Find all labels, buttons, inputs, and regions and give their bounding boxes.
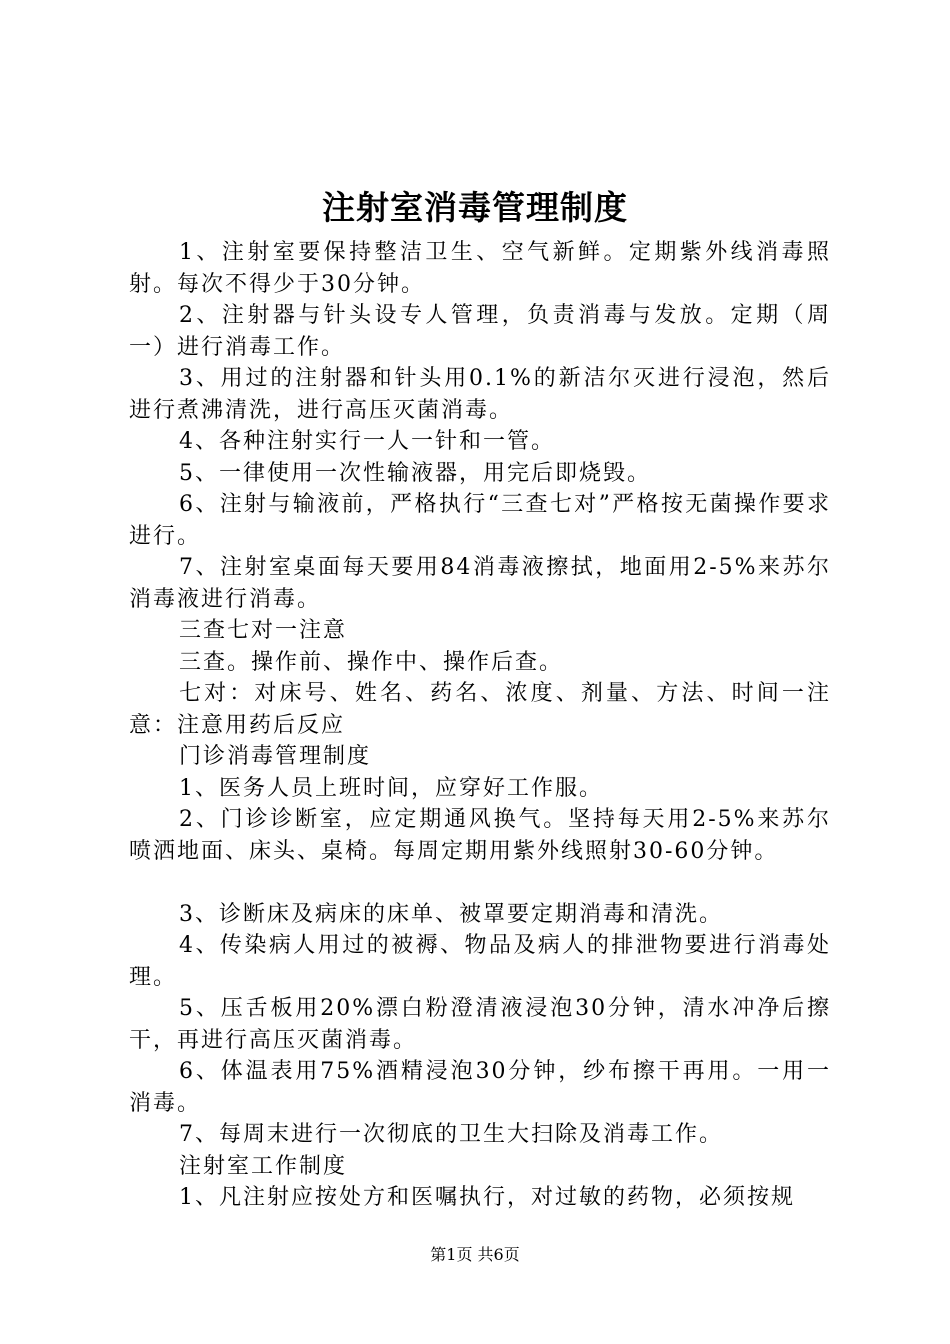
document-body	[129, 237, 831, 1214]
section-heading: 三查七对一注意	[179, 618, 348, 643]
paragraph: 7、每周末进行一次彻底的卫生大扫除及消毒工作。	[179, 1122, 723, 1147]
paragraph: 6、体温表用75%酒精浸泡30分钟，纱布擦干再用。一用一消毒。	[129, 1059, 831, 1116]
paragraph: 4、传染病人用过的被褥、物品及病人的排泄物要进行消毒处理。	[129, 933, 831, 990]
paragraph: 1、注射室要保持整洁卫生、空气新鲜。定期紫外线消毒照射。每次不得少于30分钟。	[129, 240, 831, 297]
paragraph: 2、门诊诊断室，应定期通风换气。坚持每天用2-5%来苏尔喷洒地面、床头、桌椅。每周定期用紫外线照射30-60分钟。	[129, 807, 831, 864]
paragraph: 1、凡注射应按处方和医嘱执行，对过敏的药物，必须按规	[179, 1185, 795, 1210]
paragraph: 三查。操作前、操作中、操作后查。	[179, 649, 564, 675]
blank-line	[129, 867, 831, 899]
paragraph: 7、注射室桌面每天要用84消毒液擦拭，地面用2-5%来苏尔消毒液进行消毒。	[129, 555, 831, 612]
paragraph: 4、各种注射实行一人一针和一管。	[179, 429, 555, 454]
paragraph: 3、用过的注射器和针头用0.1%的新洁尔灭进行浸泡，然后进行煮沸清洗，进行高压灭菌消毒。	[129, 366, 831, 423]
paragraph: 2、注射器与针头设专人管理，负责消毒与发放。定期（周一）进行消毒工作。	[129, 303, 831, 360]
document-title: 注射室消毒管理制度	[322, 188, 628, 227]
paragraph: 七对：对床号、姓名、药名、浓度、剂量、方法、时间一注意：注意用药后反应	[129, 681, 831, 738]
paragraph: 3、诊断床及病床的床单、被罩要定期消毒和清洗。	[179, 901, 723, 927]
section-heading: 注射室工作制度	[179, 1153, 348, 1179]
paragraph: 1、医务人员上班时间，应穿好工作服。	[179, 775, 603, 801]
paragraph: 5、一律使用一次性输液器，用完后即烧毁。	[179, 460, 651, 486]
paragraph: 5、压舌板用20%漂白粉澄清液浸泡30分钟，清水冲净后擦干，再进行高压灭菌消毒。	[129, 996, 831, 1053]
section-heading: 门诊消毒管理制度	[179, 744, 372, 769]
paragraph: 6、注射与输液前，严格执行“三查七对”严格按无菌操作要求进行。	[129, 492, 831, 549]
page-number-footer: 第1页 共6页	[430, 1245, 520, 1264]
